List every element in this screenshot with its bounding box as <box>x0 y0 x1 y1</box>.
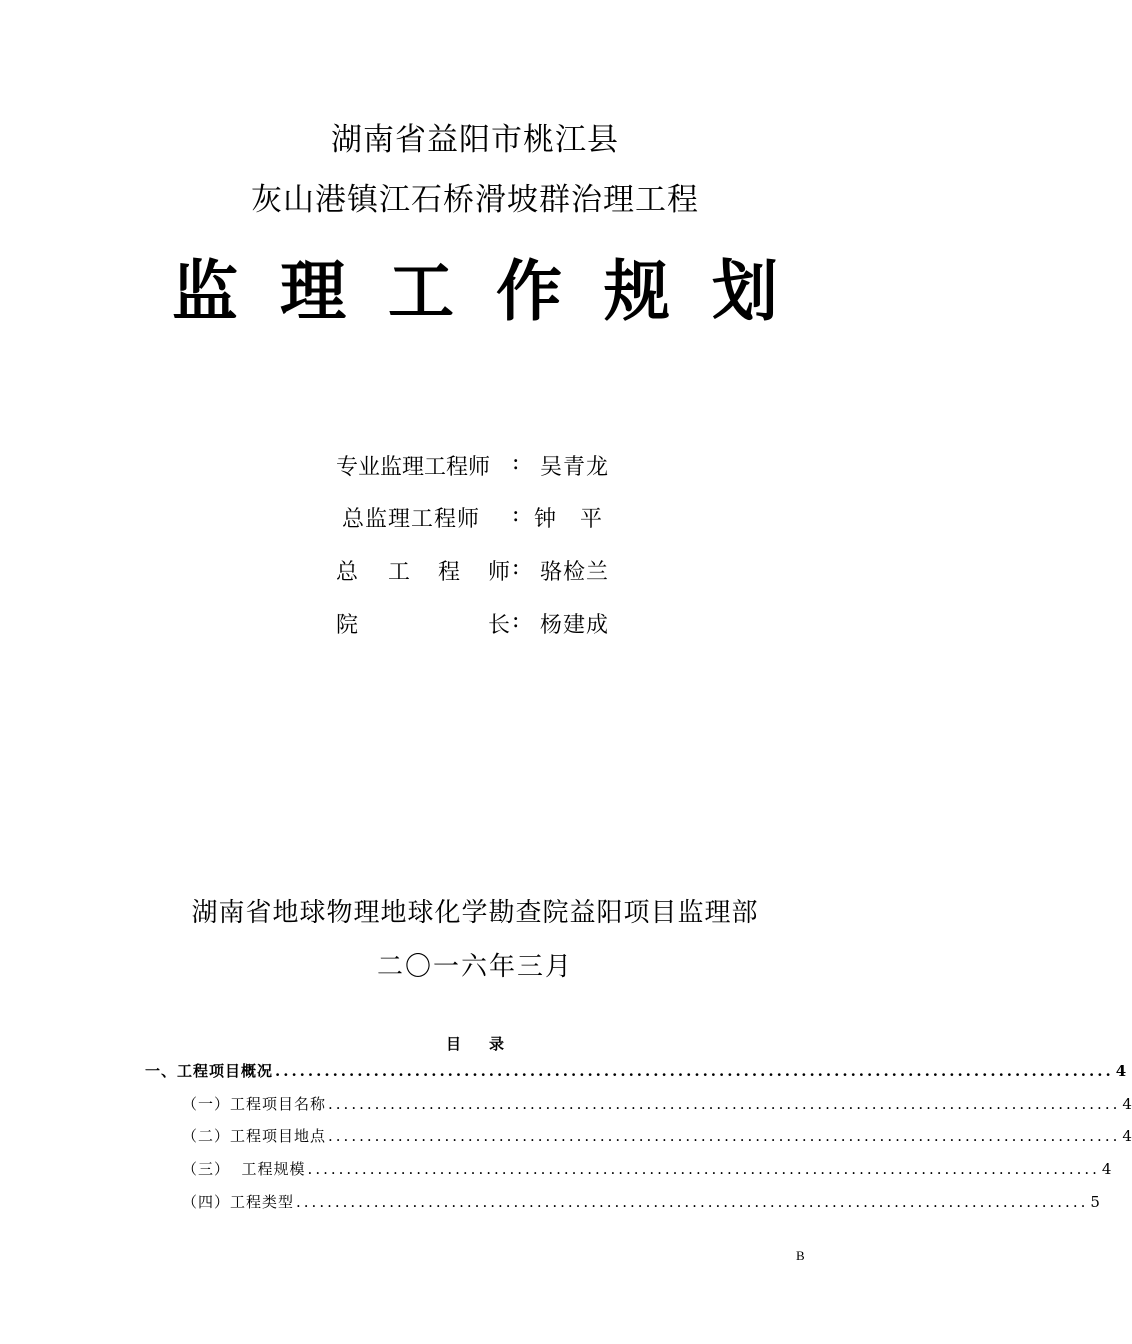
toc-leader-dots: ...................................................................................................... <box>328 1127 1121 1145</box>
toc-entry-label: （四）工程类型 <box>182 1193 295 1211</box>
toc-entry-page: 4 <box>1101 1160 1112 1178</box>
project-name-title: 灰山港镇江石桥滑坡群治理工程 <box>251 182 699 218</box>
toc-entry-label: （二）工程项目地点 <box>182 1127 327 1145</box>
toc-leader-dots: ...................................................................................................... <box>307 1160 1100 1178</box>
toc-entry-label: （一）工程项目名称 <box>182 1095 327 1113</box>
toc-entry[interactable] <box>182 1158 1112 1178</box>
toc-leader-dots: ...................................................................................................... <box>328 1095 1121 1113</box>
page-footer-mark: B <box>796 1248 805 1263</box>
toc-entry-page: 4 <box>1122 1127 1132 1145</box>
organization-name: 湖南省地球物理地球化学勘查院益阳项目监理部 <box>191 898 759 928</box>
staff-name: 杨建成 <box>540 613 610 638</box>
document-main-title: 监理工作规划 <box>172 253 820 330</box>
staff-name: 骆检兰 <box>540 560 610 585</box>
toc-entry[interactable] <box>182 1125 1132 1145</box>
toc-entry[interactable] <box>182 1191 1100 1211</box>
toc-heading: 目录 <box>445 1035 532 1053</box>
toc-entry[interactable] <box>145 1060 1127 1080</box>
toc-entry-label: （三） 工程规模 <box>182 1160 306 1178</box>
project-location-title: 湖南省益阳市桃江县 <box>331 122 619 158</box>
toc-entry-page: 5 <box>1090 1193 1100 1211</box>
toc-entry[interactable] <box>182 1093 1132 1113</box>
toc-entry-page: 4 <box>1115 1062 1127 1080</box>
staff-name: 钟 平 <box>534 507 604 532</box>
staff-name: 吴青龙 <box>540 455 610 480</box>
toc-entry-page: 4 <box>1122 1095 1132 1113</box>
toc-leader-dots: ...................................................................................................... <box>275 1062 1114 1080</box>
document-date: 二〇一六年三月 <box>376 952 573 982</box>
toc-entry-label: 一、工程项目概况 <box>145 1062 274 1080</box>
toc-leader-dots: ...................................................................................................... <box>296 1193 1089 1211</box>
